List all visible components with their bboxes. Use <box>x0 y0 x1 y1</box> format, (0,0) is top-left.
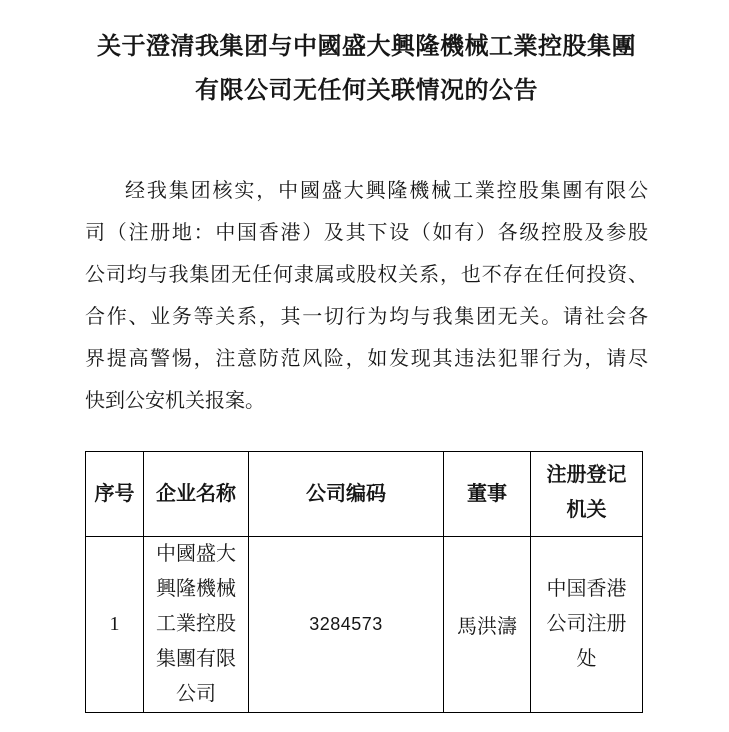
title-line-2: 有限公司无任何关联情况的公告 <box>195 78 538 104</box>
table-row <box>86 537 643 713</box>
table-header-registration-authority-label: 注册登记机关 <box>546 464 627 521</box>
body-line: 快到公安机关报案。 <box>85 390 265 412</box>
title-line-1: 关于澄清我集团与中國盛大興隆機械工業控股集團 <box>97 34 636 60</box>
body-line: 界提高警惕，注意防范风险，如发现其违法犯罪行为，请尽 <box>85 348 648 370</box>
company-table <box>85 451 643 713</box>
cell-director: 馬洪濤 <box>444 537 531 713</box>
body-line: 司（注册地：中国香港）及其下设（如有）各级控股及参股 <box>85 222 648 244</box>
document-title <box>85 25 648 113</box>
table-header-director: 董事 <box>444 452 531 537</box>
table-header-row <box>86 452 643 537</box>
cell-company-name <box>144 537 249 713</box>
table-header-seq: 序号 <box>86 452 144 537</box>
cell-company-code: 3284573 <box>249 537 444 713</box>
cell-seq: 1 <box>86 537 144 713</box>
cell-registration-authority-text: 中国香港公司注册处 <box>546 578 627 670</box>
body-line: 合作、业务等关系，其一切行为均与我集团无关。请社会各 <box>85 306 648 328</box>
table-header-company-code: 公司编码 <box>249 452 444 537</box>
body-line: 公司均与我集团无任何隶属或股权关系，也不存在任何投资、 <box>85 264 648 286</box>
body-line: 经我集团核实，中國盛大興隆機械工業控股集團有限公 <box>125 180 648 202</box>
cell-company-name-text: 中國盛大興隆機械工業控股集團有限公司 <box>156 543 236 705</box>
body-paragraph <box>85 170 648 422</box>
cell-registration-authority <box>531 537 643 713</box>
document-content <box>85 0 648 713</box>
table-header-company-name: 企业名称 <box>144 452 249 537</box>
table-header-registration-authority <box>531 452 643 537</box>
